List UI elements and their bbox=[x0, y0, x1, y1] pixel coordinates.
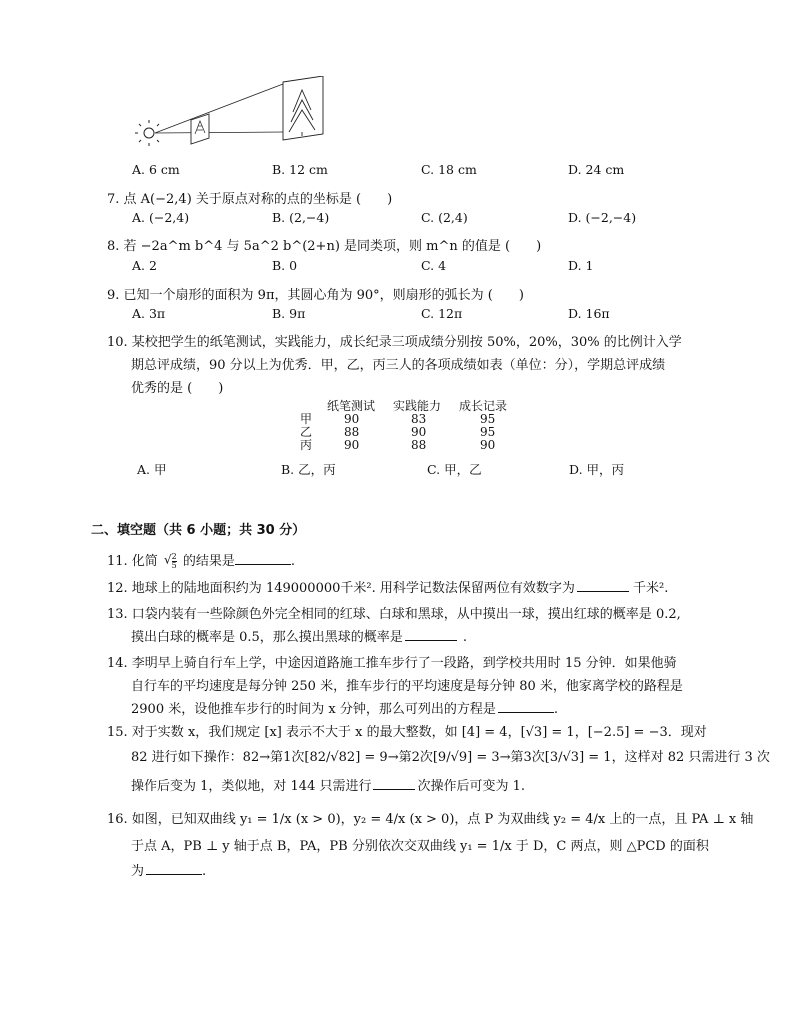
q10-line-2: 期总评成绩，90 分以上为优秀．甲，乙，丙三人的各项成绩如表（单位：分），学期总评成绩 bbox=[131, 358, 666, 373]
q8-option-b: B. 0 bbox=[272, 258, 298, 273]
q6-option-b: B. 12 cm bbox=[272, 162, 328, 177]
q11-frac-num: 2 bbox=[171, 552, 177, 561]
q13-line-2: 摸出白球的概率是 0.5，那么摸出黑球的概率是 bbox=[131, 630, 403, 645]
q16-line-2: 于点 A，PB ⊥ y 轴于点 B，PA，PB 分别依次交双曲线 y₁ = 1/x 于 D，C 两点，则 △PCD 的面积 bbox=[131, 839, 709, 854]
table-header-practice: 实践能力 bbox=[393, 399, 442, 413]
table-row-name: 乙 bbox=[300, 425, 313, 439]
q14-line-3: 2900 米，设他推车步行的时间为 x 分钟，那么可列出的方程是 bbox=[131, 702, 496, 717]
q10-option-c: C. 甲，乙 bbox=[427, 462, 482, 477]
q8-option-d: D. 1 bbox=[568, 258, 594, 273]
q16-end: . bbox=[202, 864, 207, 879]
q13-line-1: 13. 口袋内装有一些除颜色外完全相同的红球、白球和黑球，从中摸出一球，摸出红球的概率是 0.2, bbox=[107, 607, 681, 622]
q9-option-b: B. 9π bbox=[272, 306, 306, 321]
q8-option-a: A. 2 bbox=[132, 258, 157, 273]
table-cell: 88 bbox=[411, 438, 427, 452]
table-cell: 90 bbox=[344, 412, 360, 426]
q14-line-1: 14. 李明早上骑自行车上学，中途因道路施工推车步行了一段路，到学校共用时 15 分钟．如果他骑 bbox=[107, 656, 677, 671]
q7-option-c: C. (2,4) bbox=[421, 210, 468, 225]
q11-answer-blank bbox=[235, 553, 291, 565]
q15-line-2: 82 进行如下操作：82→第1次[82/√82] = 9→第2次[9/√9] = 3→第3次[3/√3] = 1，这样对 82 只需进行 3 次 bbox=[131, 750, 770, 765]
large-screen bbox=[283, 76, 323, 140]
table-cell: 95 bbox=[480, 412, 496, 426]
projection-figure bbox=[125, 76, 335, 156]
q10-option-d: D. 甲，丙 bbox=[569, 462, 625, 477]
table-header-written: 纸笔测试 bbox=[327, 399, 376, 413]
q11-post: 的结果是 bbox=[182, 554, 235, 569]
q12-answer-blank bbox=[577, 580, 629, 592]
table-cell: 90 bbox=[480, 438, 496, 452]
q9-option-c: C. 12π bbox=[421, 306, 463, 321]
q6-option-c: C. 18 cm bbox=[421, 162, 477, 177]
table-cell: 88 bbox=[344, 425, 360, 439]
q15-line-1: 15. 对于实数 x，我们规定 [x] 表示不大于 x 的最大整数，如 [4] = 4，[√3] = 1，[−2.5] = −3．现对 bbox=[107, 725, 707, 740]
q10-option-a: A. 甲 bbox=[137, 462, 167, 477]
q13-end: . bbox=[462, 630, 467, 645]
q10-option-b: B. 乙，丙 bbox=[281, 462, 336, 477]
q9-option-d: D. 16π bbox=[568, 306, 610, 321]
q14-line-3-wrap bbox=[131, 698, 558, 717]
q15-line-3a: 操作后变为 1，类似地，对 144 只需进行 bbox=[131, 779, 372, 794]
q16-line-3: 为 bbox=[131, 864, 145, 879]
q12-pre: 12. 地球上的陆地面积约为 149000000千米². 用科学记数法保留两位有效数字为 bbox=[107, 581, 575, 596]
table-cell: 95 bbox=[480, 425, 496, 439]
q15-answer-blank bbox=[373, 778, 415, 790]
q15-line-3-wrap bbox=[131, 775, 525, 794]
q8-text: 8. 若 −2a^m b^4 与 5a^2 b^(2+n) 是同类项，则 m^n 的值是 ( ) bbox=[107, 239, 542, 254]
q16-line-3-wrap bbox=[131, 860, 206, 879]
q16-line-1: 16. 如图，已知双曲线 y₁ = 1/x (x > 0)，y₂ = 4/x (x > 0)，点 P 为双曲线 y₂ = 4/x 上的一点，且 PA ⊥ x 轴 bbox=[107, 812, 754, 827]
table-cell: 83 bbox=[411, 412, 427, 426]
q9-text: 9. 已知一个扇形的面积为 9π，其圆心角为 90°，则扇形的弧长为 ( ) bbox=[107, 288, 524, 303]
table-row-name: 甲 bbox=[300, 412, 313, 426]
section-title: 二、填空题（共 6 小题；共 30 分） bbox=[91, 523, 306, 538]
table-cell: 90 bbox=[344, 438, 360, 452]
q12 bbox=[107, 577, 668, 596]
q12-post: 千米². bbox=[633, 581, 669, 596]
q16-answer-blank bbox=[146, 863, 202, 875]
q14-line-2: 自行车的平均速度是每分钟 250 米，推车步行的平均速度是每分钟 80 米，他家离学校的路程是 bbox=[131, 679, 683, 694]
q7-option-d: D. (−2,−4) bbox=[568, 210, 637, 225]
q8-option-c: C. 4 bbox=[421, 258, 447, 273]
q7-text: 7. 点 A(−2,4) 关于原点对称的点的坐标是 ( ) bbox=[107, 192, 393, 207]
q11: 11. 化简 √ $\frac{2}{5}$ 的结果是 . bbox=[107, 552, 295, 570]
q15-line-3b: 次操作后可变为 1. bbox=[417, 779, 526, 794]
q13-line-2-wrap bbox=[131, 626, 467, 645]
q6-option-a: A. 6 cm bbox=[132, 162, 180, 177]
q10-line-3: 优秀的是 ( ) bbox=[131, 381, 224, 396]
table-cell: 90 bbox=[411, 425, 427, 439]
q7-option-a: A. (−2,4) bbox=[132, 210, 190, 225]
q11-end: . bbox=[290, 554, 295, 569]
q6-option-d: D. 24 cm bbox=[568, 162, 625, 177]
table-header-growth: 成长记录 bbox=[459, 399, 508, 413]
q11-frac-den: 5 bbox=[171, 561, 177, 570]
q10-line-1: 10. 某校把学生的纸笔测试，实践能力，成长纪录三项成绩分别按 50%，20%，30% 的比例计入学 bbox=[107, 335, 682, 350]
q9-option-a: A. 3π bbox=[132, 306, 166, 321]
q7-option-b: B. (2,−4) bbox=[272, 210, 330, 225]
q14-end: . bbox=[553, 702, 558, 717]
table-row-name: 丙 bbox=[300, 438, 313, 452]
light-rays bbox=[155, 84, 283, 133]
q14-answer-blank bbox=[498, 701, 554, 713]
q11-pre: 11. 化简 bbox=[107, 554, 158, 569]
q13-answer-blank bbox=[405, 629, 457, 641]
